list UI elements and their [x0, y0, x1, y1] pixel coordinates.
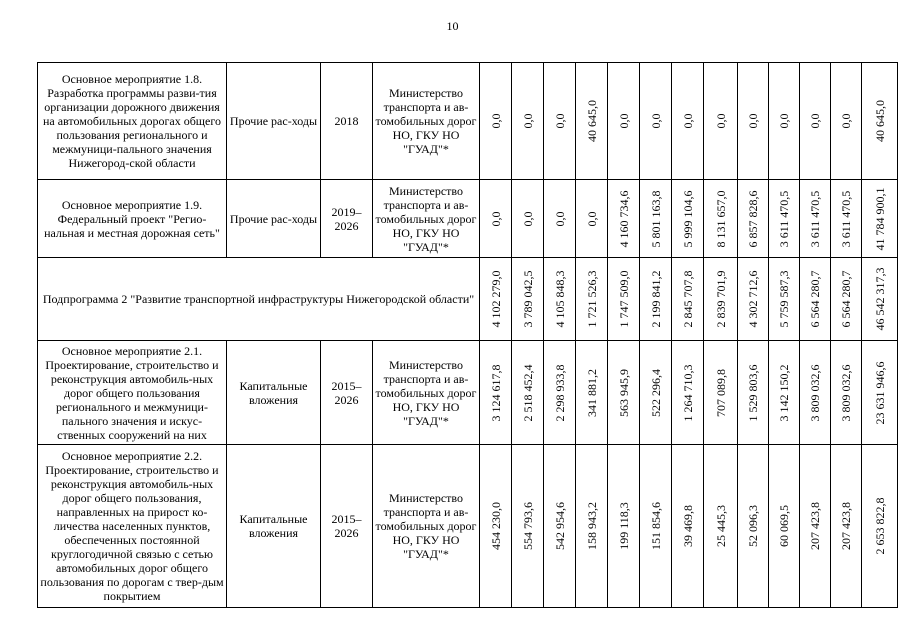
value-text: 1 264 710,3	[680, 364, 695, 421]
value-cell	[800, 258, 831, 341]
value-text: 151 854,6	[648, 502, 663, 550]
value-text: 0,0	[584, 211, 599, 226]
value-text: 0,0	[520, 211, 535, 226]
value-text: 2 298 933,8	[552, 364, 567, 421]
value-cell	[608, 258, 640, 341]
activity-name: Основное мероприятие 2.1. Проектирование, строительство и реконструкция автомобиль-ных дорог общего пользования регионального и межмуници-пального значения и искус-ственных сооружений на них	[38, 341, 227, 445]
expense-type: Капитальные вложения	[227, 341, 321, 445]
value-cell	[769, 341, 800, 445]
table-row	[38, 258, 898, 341]
value-cell	[608, 180, 640, 258]
value-cell	[576, 341, 608, 445]
activity-name: Основное мероприятие 1.9. Федеральный проект "Регио-нальная и местная дорожная сеть"	[38, 180, 227, 258]
table-row	[38, 341, 898, 445]
value-text: 5 801 163,8	[648, 190, 663, 247]
budget-table	[37, 62, 898, 608]
expense-type: Прочие рас-ходы	[227, 63, 321, 180]
value-text: 40 645,0	[872, 100, 887, 142]
value-text: 40 645,0	[584, 100, 599, 142]
value-cell	[608, 341, 640, 445]
value-cell	[608, 445, 640, 608]
table-row	[38, 63, 898, 180]
executor: Министерство транспорта и ав-томобильных дорог НО, ГКУ НО "ГУАД"*	[373, 341, 480, 445]
value-text: 158 943,2	[584, 502, 599, 550]
value-text: 8 131 657,0	[713, 190, 728, 247]
value-text: 39 469,8	[680, 505, 695, 547]
value-cell	[862, 341, 898, 445]
value-text: 3 611 470,5	[808, 190, 822, 247]
value-text: 3 124 617,8	[488, 364, 503, 421]
value-text: 4 160 734,6	[616, 190, 631, 247]
value-cell	[862, 445, 898, 608]
value-text: 2 653 822,8	[872, 497, 887, 555]
value-text: 0,0	[648, 113, 663, 129]
years: 2015–2026	[321, 341, 373, 445]
value-text: 4 102 279,0	[488, 270, 503, 328]
value-text: 25 445,3	[713, 505, 728, 547]
value-cell	[769, 180, 800, 258]
value-cell	[738, 180, 769, 258]
value-text: 6 857 828,6	[746, 190, 760, 247]
value-cell	[576, 445, 608, 608]
value-cell	[512, 341, 544, 445]
value-text: 52 096,3	[746, 505, 760, 547]
value-text: 3 142 150,2	[777, 364, 791, 421]
value-cell	[544, 445, 576, 608]
value-cell	[831, 445, 862, 608]
value-cell	[704, 180, 738, 258]
value-cell	[512, 258, 544, 341]
value-text: 0,0	[616, 113, 631, 129]
value-cell	[738, 63, 769, 180]
value-text: 46 542 317,3	[872, 267, 887, 331]
value-text: 6 564 280,7	[808, 270, 822, 328]
value-cell	[800, 445, 831, 608]
value-text: 3 809 032,6	[839, 364, 853, 421]
value-cell	[769, 445, 800, 608]
page-number: 10	[446, 19, 459, 33]
value-cell	[831, 180, 862, 258]
value-cell	[576, 258, 608, 341]
value-text: 0,0	[552, 113, 567, 129]
activity-name: Основное мероприятие 2.2. Проектирование, строительство и реконструкция автомобиль-ных дорог общего пользования, направленных на прирост ко-личества населенных пунктов, обеспеченных постоянной круглогодичной связью с сетью автомобильных дорог общего пользования по дорогам с твер-дым покрытием	[38, 445, 227, 608]
value-cell	[831, 63, 862, 180]
value-text: 4 302 712,6	[746, 270, 760, 328]
value-cell	[480, 341, 512, 445]
expense-type: Прочие рас-ходы	[227, 180, 321, 258]
value-cell	[640, 341, 672, 445]
value-cell	[544, 63, 576, 180]
value-cell	[800, 341, 831, 445]
executor: Министерство транспорта и ав-томобильных дорог НО, ГКУ НО "ГУАД"*	[373, 445, 480, 608]
value-text: 0,0	[520, 113, 535, 129]
table-row	[38, 445, 898, 608]
value-text: 707 089,8	[713, 368, 728, 417]
value-cell	[800, 63, 831, 180]
table-row	[38, 180, 898, 258]
value-cell	[512, 180, 544, 258]
value-cell	[672, 341, 704, 445]
value-cell	[704, 258, 738, 341]
executor: Министерство транспорта и ав-томобильных дорог НО, ГКУ НО "ГУАД"*	[373, 63, 480, 180]
value-text: 199 118,3	[616, 502, 631, 550]
value-cell	[512, 445, 544, 608]
value-cell	[862, 180, 898, 258]
value-cell	[480, 63, 512, 180]
value-text: 2 199 841,2	[648, 270, 663, 328]
value-text: 207 423,8	[808, 502, 822, 550]
value-cell	[738, 445, 769, 608]
value-text: 341 881,2	[584, 368, 599, 417]
value-cell	[672, 258, 704, 341]
value-cell	[738, 258, 769, 341]
value-cell	[738, 341, 769, 445]
value-cell	[862, 63, 898, 180]
value-text: 0,0	[680, 113, 695, 129]
value-cell	[576, 63, 608, 180]
value-cell	[640, 445, 672, 608]
value-cell	[544, 258, 576, 341]
value-text: 454 230,0	[488, 502, 503, 550]
value-cell	[800, 180, 831, 258]
value-cell	[480, 180, 512, 258]
value-text: 0,0	[488, 211, 503, 226]
subprogram-name: Подпрограмма 2 "Развитие транспортной инфраструктуры Нижегородской области"	[38, 258, 480, 341]
value-text: 3 611 470,5	[839, 190, 853, 247]
value-cell	[672, 445, 704, 608]
value-cell	[544, 180, 576, 258]
value-cell	[640, 258, 672, 341]
value-cell	[862, 258, 898, 341]
value-text: 0,0	[777, 113, 791, 129]
value-text: 554 793,6	[520, 502, 535, 550]
value-cell	[576, 180, 608, 258]
value-text: 563 945,9	[616, 368, 631, 417]
value-cell	[480, 445, 512, 608]
value-text: 5 999 104,6	[680, 190, 695, 247]
value-text: 23 631 946,6	[872, 361, 887, 424]
value-text: 0,0	[713, 113, 728, 129]
value-text: 0,0	[839, 113, 853, 129]
value-text: 2 839 701,9	[713, 270, 728, 328]
value-text: 1 747 509,0	[616, 270, 631, 328]
value-cell	[831, 258, 862, 341]
value-cell	[704, 341, 738, 445]
value-cell	[544, 341, 576, 445]
value-cell	[672, 180, 704, 258]
value-cell	[672, 63, 704, 180]
value-cell	[704, 63, 738, 180]
value-cell	[769, 258, 800, 341]
value-cell	[480, 258, 512, 341]
executor: Министерство транспорта и ав-томобильных дорог НО, ГКУ НО "ГУАД"*	[373, 180, 480, 258]
years: 2015–2026	[321, 445, 373, 608]
value-text: 2 518 452,4	[520, 364, 535, 421]
value-text: 1 721 526,3	[584, 270, 599, 328]
value-text: 207 423,8	[839, 502, 853, 550]
value-text: 5 759 587,3	[777, 270, 791, 328]
value-cell	[640, 63, 672, 180]
value-cell	[704, 445, 738, 608]
value-cell	[512, 63, 544, 180]
value-text: 3 789 042,5	[520, 270, 535, 328]
value-cell	[769, 63, 800, 180]
value-cell	[831, 341, 862, 445]
value-text: 0,0	[808, 113, 822, 129]
value-text: 1 529 803,6	[746, 364, 760, 421]
value-cell	[608, 63, 640, 180]
value-text: 3 611 470,5	[777, 190, 791, 247]
value-text: 542 954,6	[552, 502, 567, 550]
value-text: 0,0	[746, 113, 760, 129]
value-text: 2 845 707,8	[680, 270, 695, 328]
value-cell	[640, 180, 672, 258]
value-text: 522 296,4	[648, 368, 663, 417]
value-text: 41 784 900,1	[872, 187, 887, 250]
value-text: 4 105 848,3	[552, 270, 567, 328]
expense-type: Капитальные вложения	[227, 445, 321, 608]
value-text: 6 564 280,7	[839, 270, 853, 328]
value-text: 60 069,5	[777, 505, 791, 547]
years: 2018	[321, 63, 373, 180]
value-text: 0,0	[488, 113, 503, 129]
activity-name: Основное мероприятие 1.8. Разработка программы разви-тия организации дорожного движения на автомобильных дорогах общего пользования регионального и межмуници-пального значения Нижегород-ской области	[38, 63, 227, 180]
value-text: 3 809 032,6	[808, 364, 822, 421]
years: 2019–2026	[321, 180, 373, 258]
value-text: 0,0	[552, 211, 567, 226]
